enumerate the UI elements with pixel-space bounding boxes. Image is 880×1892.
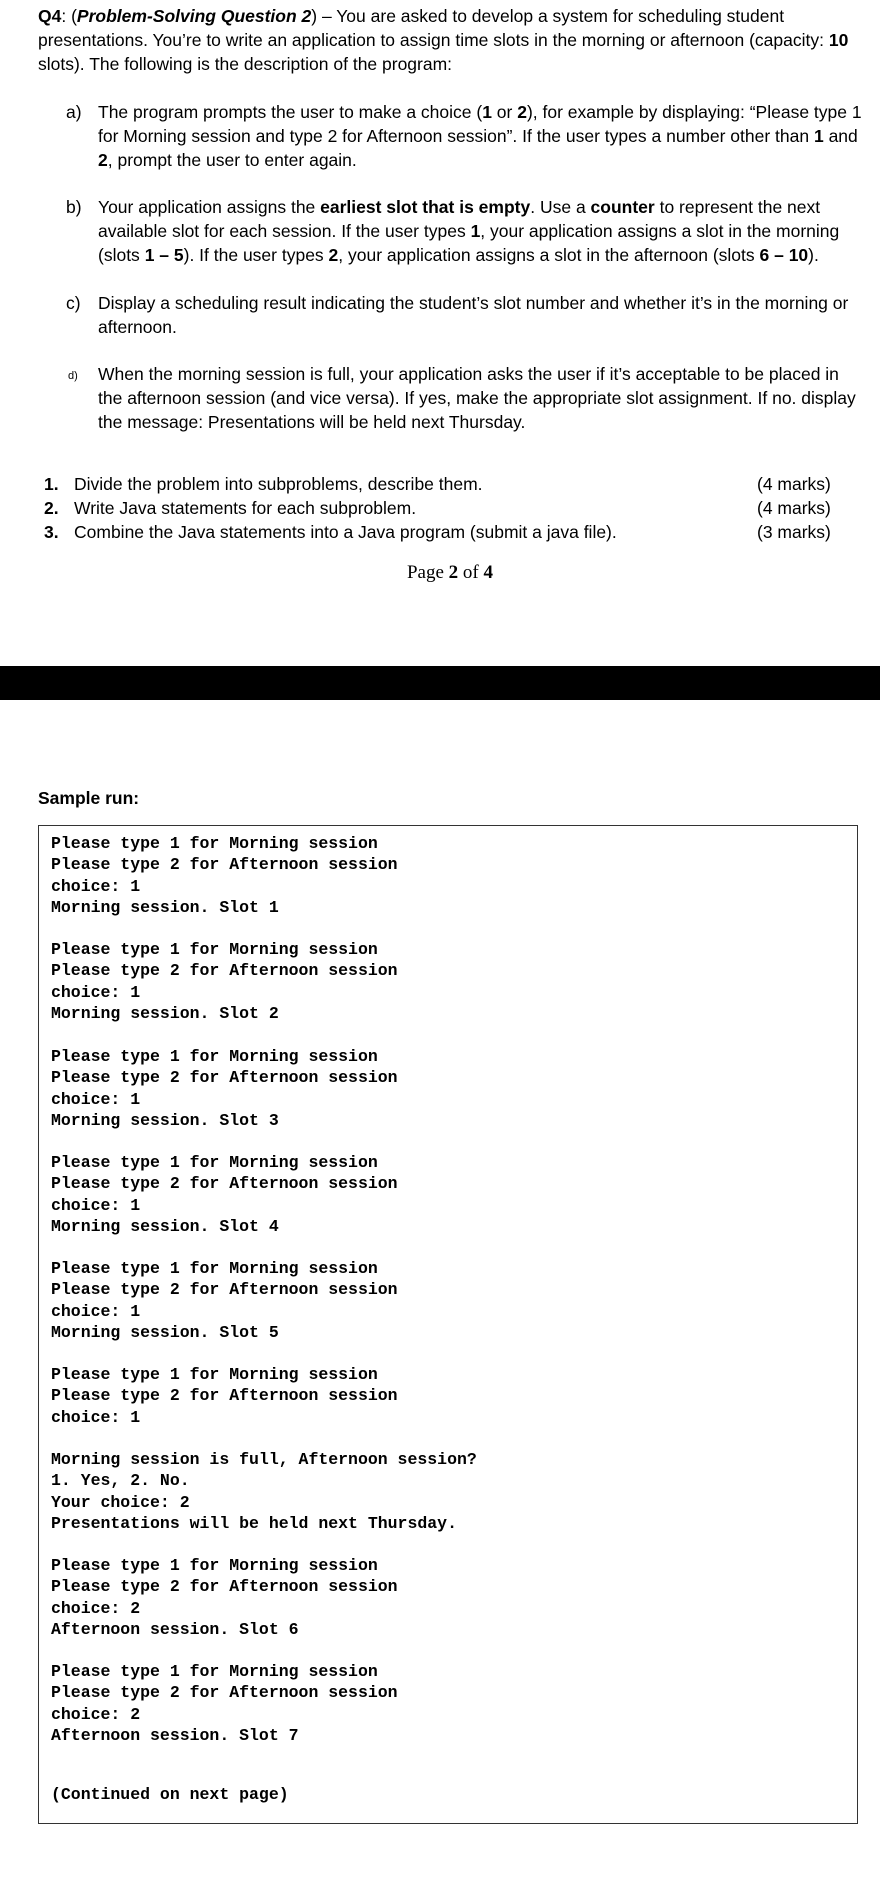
console-block: [51, 1449, 477, 1534]
console-line: (Continued on next page): [51, 1785, 289, 1804]
task-marks: (4 marks): [757, 498, 831, 518]
question-number: Q4: [38, 6, 62, 26]
console-line: Please type 2 for Afternoon session: [51, 961, 398, 981]
console-line: Please type 1 for Morning session: [51, 1365, 378, 1384]
console-block: [51, 1152, 398, 1237]
question-type: Problem-Solving Question 2: [76, 6, 312, 26]
console-block: [51, 1661, 398, 1746]
requirement-letter: c): [66, 293, 81, 313]
requirement-d: d) When the morning session is full, your application asks the user if it’s acceptable to be placed in the afternoon session (and vice versa). If yes, make the appropriate slot assignment. If no. display the message: Presentations will be held next Thursday.: [68, 364, 856, 432]
console-line: choice: 2: [51, 1598, 141, 1618]
console-line: Please type 2 for Afternoon session: [51, 855, 398, 875]
console-line: Please type 2 for Afternoon session: [51, 1577, 398, 1597]
console-output: [38, 825, 858, 1824]
console-line: 1. Yes, 2. No.: [51, 1471, 190, 1491]
console-line: Please type 2 for Afternoon session: [51, 1386, 398, 1406]
console-line: Afternoon session. Slot 6: [51, 1619, 299, 1639]
console-line: choice: 1: [51, 1089, 141, 1109]
capacity-value: 10: [828, 30, 849, 50]
page-number: Page 2 of 4: [406, 562, 493, 583]
console-block: [51, 1784, 289, 1805]
console-line: Morning session is full, Afternoon session?: [51, 1450, 477, 1469]
console-line: Morning session. Slot 5: [51, 1322, 279, 1342]
requirement-a: a) The program prompts the user to make a choice (1 or 2), for example by displaying: “Please type 1 for Morning session and type 2 for Afternoon session”. If the user types a number other than 1 and 2, prompt the user to enter again.: [66, 102, 862, 170]
question-intro: Q4: (Problem-Solving Question 2) – You are asked to develop a system for scheduling student presentations. You’re to write an application to assign time slots in the morning or afternoon (capacity: 10 slots). The following is the description of the program:: [38, 6, 849, 74]
requirement-letter: d): [68, 370, 78, 382]
sample-run-title: Sample run:: [38, 788, 140, 808]
console-line: choice: 2: [51, 1704, 141, 1724]
console-line: Afternoon session. Slot 7: [51, 1725, 299, 1745]
console-line: Your choice: 2: [51, 1492, 190, 1512]
console-line: choice: 1: [51, 876, 141, 896]
console-line: Please type 2 for Afternoon session: [51, 1280, 398, 1300]
console-line: Morning session. Slot 4: [51, 1216, 279, 1236]
task-item: 3. Combine the Java statements into a Java program (submit a java file). (3 marks): [44, 522, 831, 542]
task-marks: (3 marks): [757, 522, 831, 542]
task-item: 2. Write Java statements for each subproblem. (4 marks): [44, 498, 831, 518]
console-line: choice: 1: [51, 982, 141, 1002]
console-line: Morning session. Slot 2: [51, 1003, 279, 1023]
console-line: Please type 1 for Morning session: [51, 1662, 378, 1681]
console-block: [51, 1364, 398, 1428]
console-line: Please type 2 for Afternoon session: [51, 1174, 398, 1194]
console-line: choice: 1: [51, 1195, 141, 1215]
requirement-b: b) Your application assigns the earliest slot that is empty. Use a counter to represent the next available slot for each session. If the user types 1, your application assigns a slot in the morning (slots 1 – 5). If the user types 2, your application assigns a slot in the afternoon (slots 6 – 10).: [66, 197, 840, 265]
console-line: Presentations will be held next Thursday.: [51, 1513, 457, 1533]
requirement-c: c) Display a scheduling result indicating the student’s slot number and whether it’s in the morning or afternoon.: [66, 293, 849, 337]
console-line: Please type 2 for Afternoon session: [51, 1683, 398, 1703]
page-separator: [0, 666, 880, 700]
console-line: Morning session. Slot 1: [51, 897, 279, 917]
console-line: Please type 1 for Morning session: [51, 1259, 378, 1278]
console-line: Please type 1 for Morning session: [51, 1153, 378, 1172]
console-line: Please type 1 for Morning session: [51, 834, 378, 853]
console-block: [51, 833, 398, 918]
console-block: [51, 939, 398, 1024]
console-line: choice: 1: [51, 1407, 141, 1427]
task-marks: (4 marks): [757, 474, 831, 494]
console-line: choice: 1: [51, 1301, 141, 1321]
console-block: [51, 1555, 398, 1640]
requirement-letter: b): [66, 197, 82, 217]
console-line: Please type 1 for Morning session: [51, 1047, 378, 1066]
console-line: Please type 2 for Afternoon session: [51, 1068, 398, 1088]
task-item: 1. Divide the problem into subproblems, describe them. (4 marks): [44, 474, 831, 494]
console-block: [51, 1046, 398, 1131]
console-line: Please type 1 for Morning session: [51, 1556, 378, 1575]
requirement-letter: a): [66, 102, 82, 122]
console-line: Morning session. Slot 3: [51, 1110, 279, 1130]
console-line: Please type 1 for Morning session: [51, 940, 378, 959]
console-block: [51, 1258, 398, 1343]
